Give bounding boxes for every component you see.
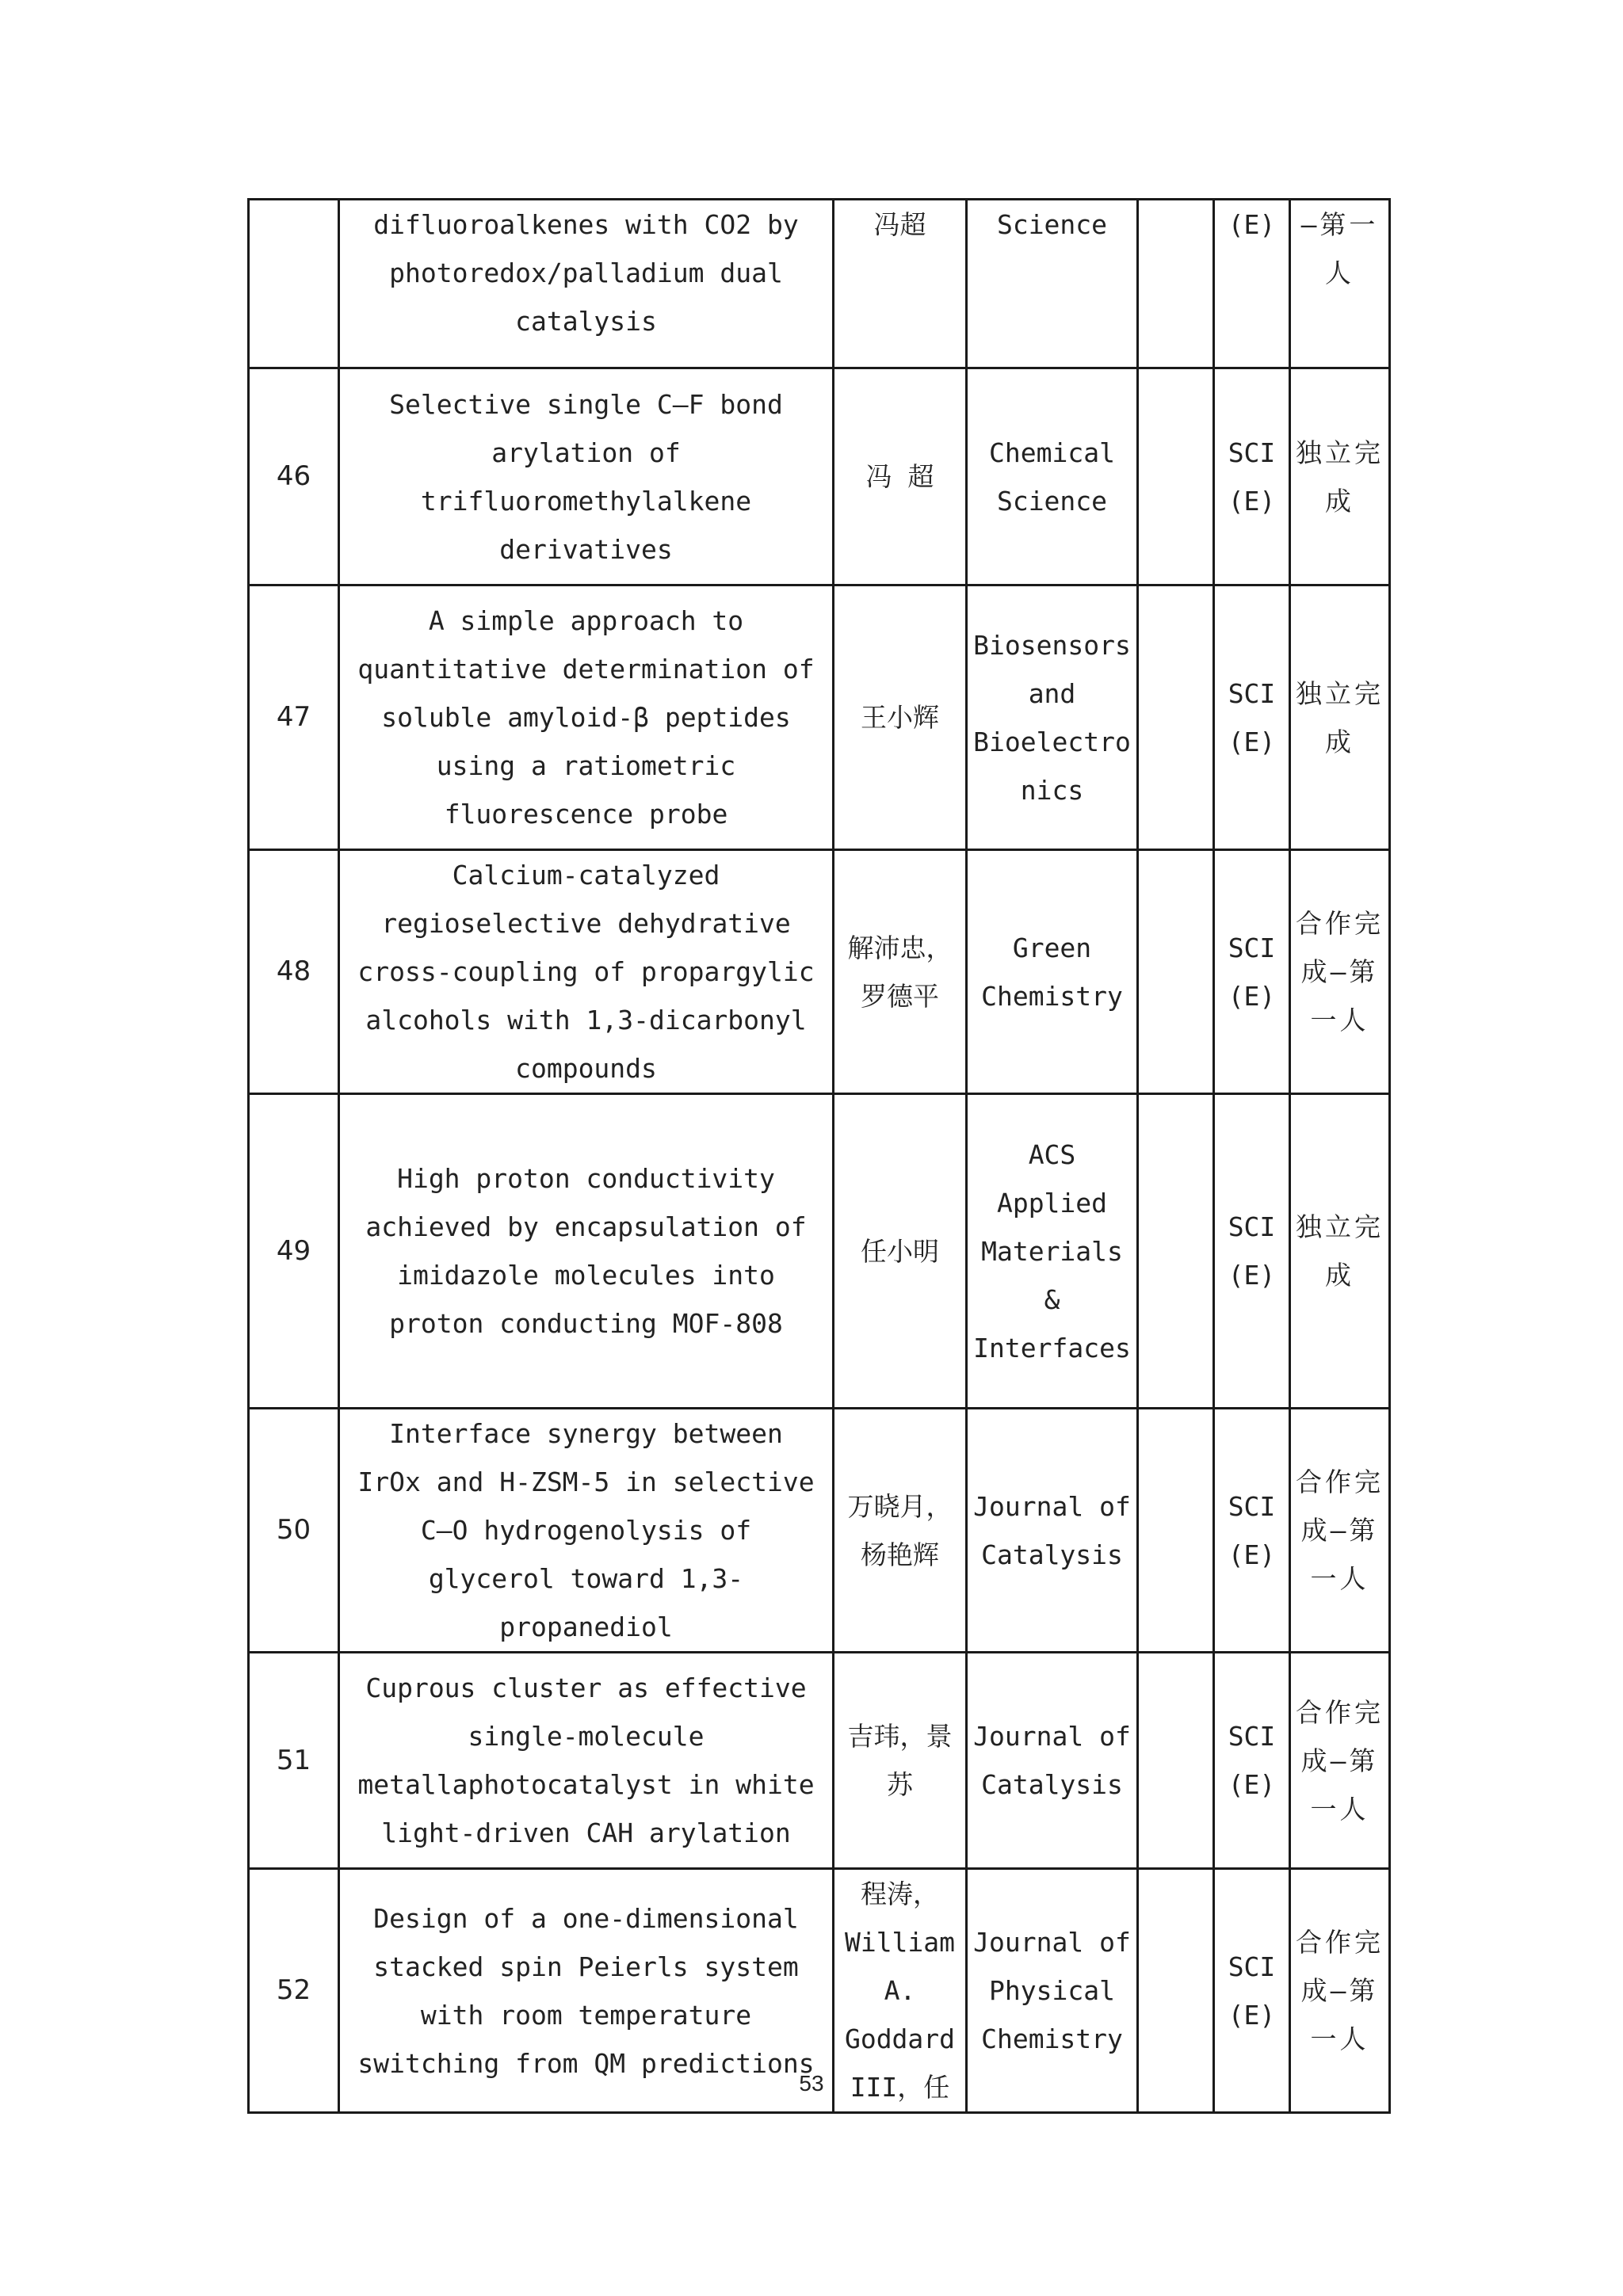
journal: Journal of Physical Chemistry	[967, 1869, 1138, 2113]
index-type: SCI (E)	[1214, 1869, 1290, 2113]
paper-title: Calcium-catalyzed regioselective dehydrative cross-coupling of propargylic alcohols with 1,3-dicarbonyl compounds	[339, 850, 834, 1094]
row-number: 50	[249, 1409, 339, 1653]
row-number: 52	[249, 1869, 339, 2113]
table-row	[249, 200, 1390, 368]
blank-cell	[1138, 850, 1214, 1094]
paper-title: Selective single C‒F bond arylation of trifluoromethylalkene derivatives	[339, 368, 834, 585]
row-number: 48	[249, 850, 339, 1094]
journal: Chemical Science	[967, 368, 1138, 585]
paper-title: difluoroalkenes with CO2 by photoredox/palladium dual catalysis	[339, 200, 834, 368]
row-number: 49	[249, 1094, 339, 1409]
journal: Journal of Catalysis	[967, 1653, 1138, 1869]
table-row	[249, 1409, 1390, 1653]
journal: Science	[967, 200, 1138, 368]
row-number: 46	[249, 368, 339, 585]
index-type: SCI (E)	[1214, 1094, 1290, 1409]
index-type: (E)	[1214, 200, 1290, 368]
journal: Green Chemistry	[967, 850, 1138, 1094]
author: 万晓月，杨艳辉	[834, 1409, 967, 1653]
contribution-role: 独立完成	[1290, 368, 1390, 585]
journal: Journal of Catalysis	[967, 1409, 1138, 1653]
blank-cell	[1138, 368, 1214, 585]
contribution-role: 独立完成	[1290, 585, 1390, 850]
author: 任小明	[834, 1094, 967, 1409]
table-row	[249, 1094, 1390, 1409]
paper-title: Interface synergy between IrOx and H-ZSM-5 in selective C‒O hydrogenolysis of glycerol toward 1,3-propanediol	[339, 1409, 834, 1653]
author: 吉玮，景苏	[834, 1653, 967, 1869]
table-row	[249, 585, 1390, 850]
contribution-role: 独立完成	[1290, 1094, 1390, 1409]
contribution-role: 合作完成—第一人	[1290, 850, 1390, 1094]
publication-table	[247, 198, 1391, 2114]
paper-title: A simple approach to quantitative determination of soluble amyloid-β peptides using a ratiometric fluorescence probe	[339, 585, 834, 850]
author: 解沛忠，罗德平	[834, 850, 967, 1094]
author: 程涛，William A. Goddard III，任	[834, 1869, 967, 2113]
blank-cell	[1138, 1094, 1214, 1409]
paper-title: Cuprous cluster as effective single-molecule metallaphotocatalyst in white light-driven CAH arylation	[339, 1653, 834, 1869]
index-type: SCI (E)	[1214, 585, 1290, 850]
row-number: 51	[249, 1653, 339, 1869]
index-type: SCI (E)	[1214, 1653, 1290, 1869]
journal: Biosensors and Bioelectronics	[967, 585, 1138, 850]
index-type: SCI (E)	[1214, 368, 1290, 585]
journal: ACS Applied Materials & Interfaces	[967, 1094, 1138, 1409]
index-type: SCI (E)	[1214, 1409, 1290, 1653]
paper-title: Design of a one-dimensional stacked spin Peierls system with room temperature switching from QM predictions	[339, 1869, 834, 2113]
author: 冯 超	[834, 368, 967, 585]
blank-cell	[1138, 1409, 1214, 1653]
contribution-role: 合作完成—第一人	[1290, 1653, 1390, 1869]
row-number: 47	[249, 585, 339, 850]
row-number	[249, 200, 339, 368]
table-row	[249, 1653, 1390, 1869]
table-row	[249, 368, 1390, 585]
table-row	[249, 850, 1390, 1094]
contribution-role: 合作完成—第一人	[1290, 1409, 1390, 1653]
blank-cell	[1138, 1653, 1214, 1869]
page-number: 53	[799, 2071, 824, 2096]
contribution-role: 合作完成—第一人	[1290, 1869, 1390, 2113]
index-type: SCI (E)	[1214, 850, 1290, 1094]
blank-cell	[1138, 585, 1214, 850]
author: 冯超	[834, 200, 967, 368]
blank-cell	[1138, 200, 1214, 368]
contribution-role: —第一人	[1290, 200, 1390, 368]
paper-title: High proton conductivity achieved by encapsulation of imidazole molecules into proton conducting MOF-808	[339, 1094, 834, 1409]
author: 王小辉	[834, 585, 967, 850]
